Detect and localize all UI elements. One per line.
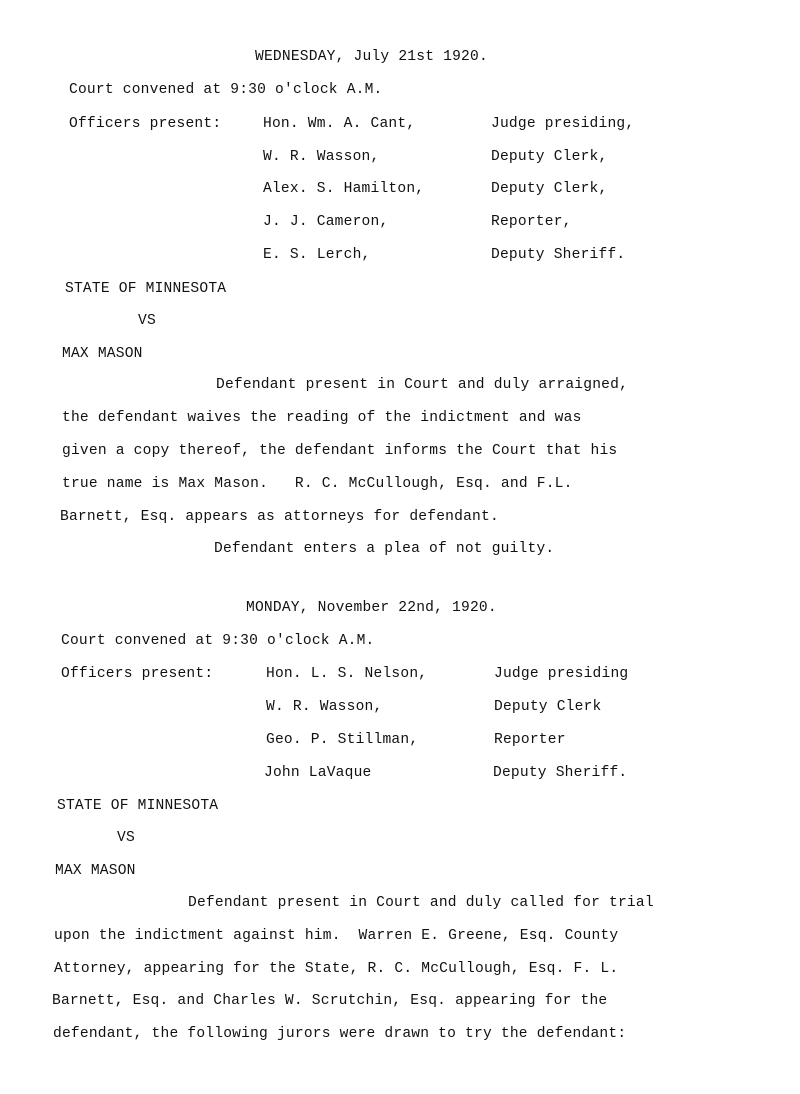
officer-name: Alex. S. Hamilton,: [263, 181, 425, 197]
officer-role: Deputy Clerk,: [491, 149, 608, 165]
officer-name: John LaVaque: [264, 765, 372, 781]
officer-name: W. R. Wasson,: [263, 149, 380, 165]
officer-name: E. S. Lerch,: [263, 247, 371, 263]
officer-role: Deputy Sheriff.: [493, 765, 628, 781]
body-line: given a copy thereof, the defendant informs the Court that his: [62, 443, 618, 459]
body-line: Defendant present in Court and duly called for trial: [188, 895, 654, 911]
officer-name: W. R. Wasson,: [266, 699, 383, 715]
officer-name: Geo. P. Stillman,: [266, 732, 419, 748]
officer-role: Deputy Clerk,: [491, 181, 608, 197]
session1-convened: Court convened at 9:30 o'clock A.M.: [69, 82, 383, 98]
case-plaintiff: STATE OF MINNESOTA: [57, 798, 219, 814]
officer-role: Judge presiding,: [491, 116, 635, 132]
officer-role: Reporter,: [491, 214, 572, 230]
body-line: Barnett, Esq. and Charles W. Scrutchin, Esq. appearing for the: [52, 993, 608, 1009]
case-plaintiff: STATE OF MINNESOTA: [65, 281, 227, 297]
session2-date-heading: MONDAY, November 22nd, 1920.: [246, 600, 497, 616]
session1-date-heading: WEDNESDAY, July 21st 1920.: [255, 49, 488, 65]
officer-role: Deputy Sheriff.: [491, 247, 626, 263]
body-line: upon the indictment against him. Warren E. Greene, Esq. County: [54, 928, 619, 944]
case-defendant: MAX MASON: [55, 863, 136, 879]
body-line: true name is Max Mason. R. C. McCullough, Esq. and F.L.: [62, 476, 573, 492]
officer-name: J. J. Cameron,: [263, 214, 389, 230]
body-line: Defendant enters a plea of not guilty.: [214, 541, 555, 557]
body-line: Defendant present in Court and duly arraigned,: [216, 377, 629, 393]
case-vs: VS: [138, 313, 156, 329]
body-line: Attorney, appearing for the State, R. C. McCullough, Esq. F. L.: [54, 961, 619, 977]
body-line: Barnett, Esq. appears as attorneys for defendant.: [60, 509, 499, 525]
officer-name: Hon. L. S. Nelson,: [266, 666, 428, 682]
officer-name: Hon. Wm. A. Cant,: [263, 116, 416, 132]
officer-role: Deputy Clerk: [494, 699, 602, 715]
body-line: the defendant waives the reading of the indictment and was: [62, 410, 582, 426]
case-vs: VS: [117, 830, 135, 846]
body-line: defendant, the following jurors were drawn to try the defendant:: [53, 1026, 627, 1042]
officer-role: Reporter: [494, 732, 566, 748]
session1-officers-label: Officers present:: [69, 116, 222, 132]
officer-role: Judge presiding: [494, 666, 629, 682]
case-defendant: MAX MASON: [62, 346, 143, 362]
session2-officers-label: Officers present:: [61, 666, 214, 682]
session2-convened: Court convened at 9:30 o'clock A.M.: [61, 633, 375, 649]
